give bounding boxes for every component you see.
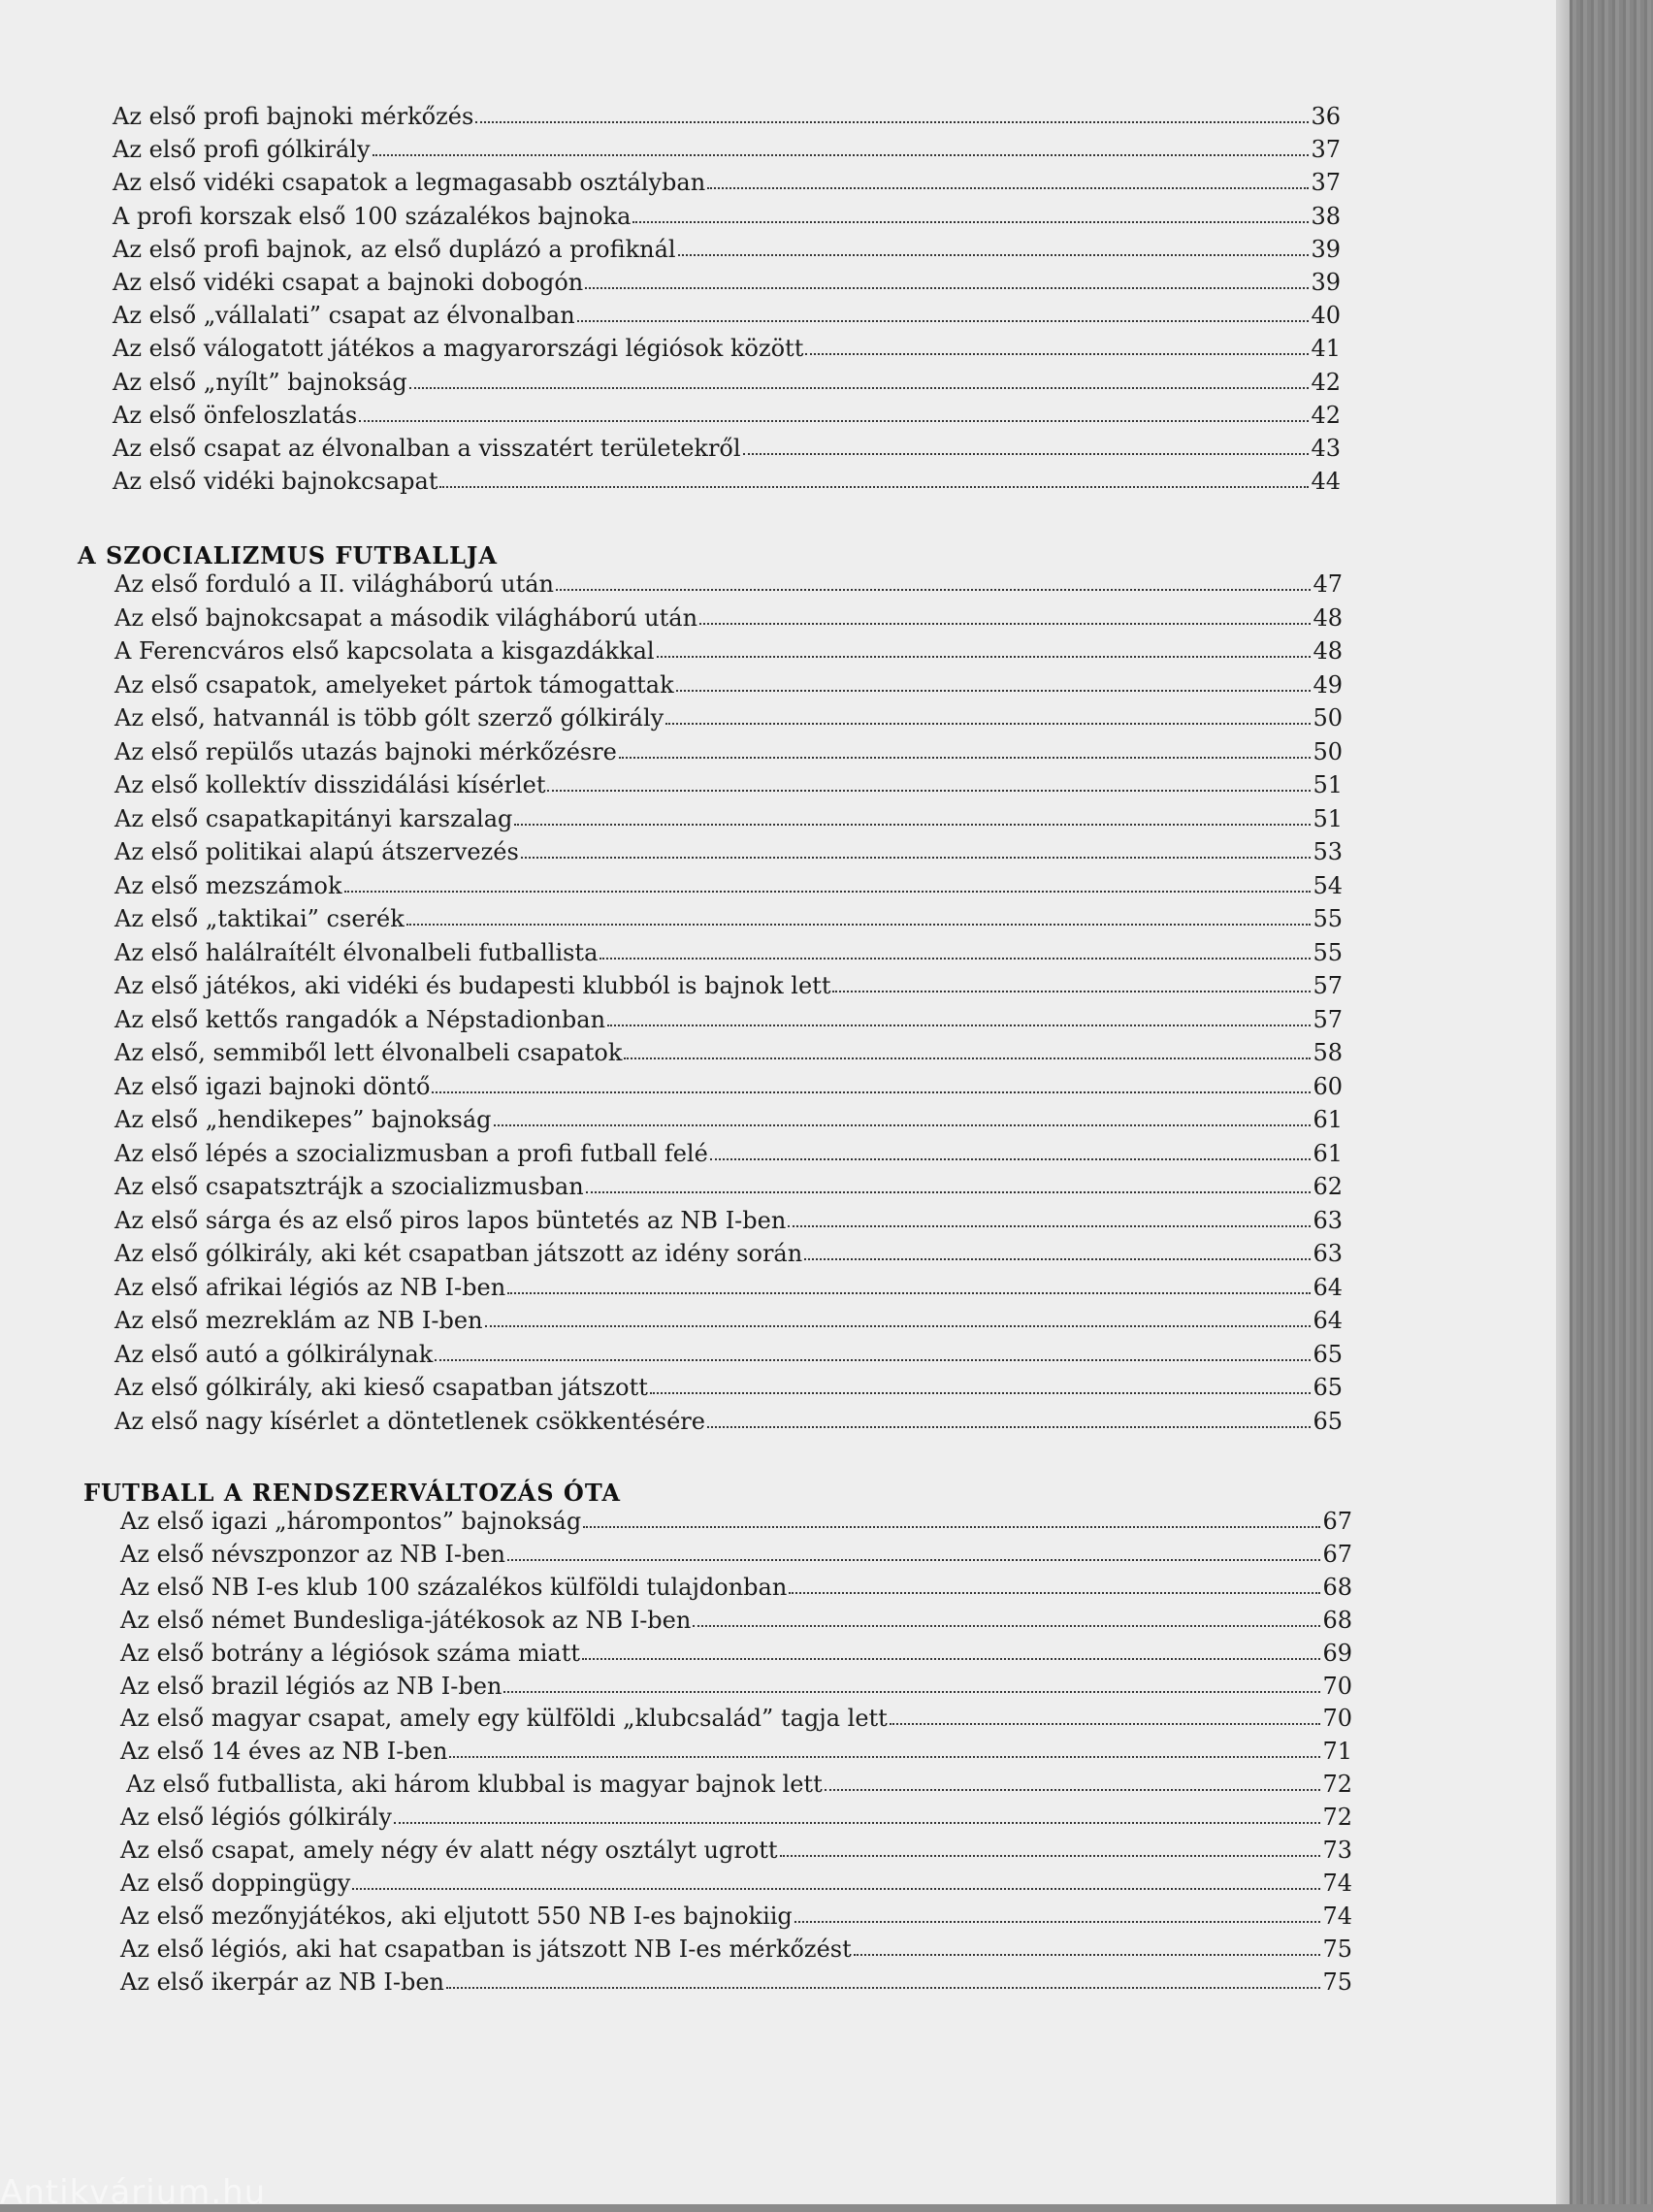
dot-leader	[710, 1158, 1312, 1160]
page-number: 43	[1311, 435, 1341, 462]
toc-entry	[120, 1568, 1352, 1601]
toc-entry	[126, 1765, 1352, 1798]
toc-entry	[120, 1667, 1352, 1700]
dot-leader	[432, 1091, 1311, 1093]
dot-leader	[832, 991, 1311, 992]
dot-leader	[699, 623, 1311, 625]
dot-leader	[577, 320, 1310, 322]
dot-leader	[805, 353, 1309, 355]
dot-leader	[707, 1426, 1311, 1428]
page-number: 67	[1322, 1508, 1352, 1535]
entry-title: Az első „vállalati” csapat az élvonalban	[113, 302, 575, 330]
dot-leader	[582, 1658, 1320, 1660]
dot-leader	[600, 958, 1311, 960]
entry-title: Az első, hatvannál is több gólt szerző gólkirály	[114, 704, 664, 732]
entry-title: Az első botrány a légiósok száma miatt	[120, 1639, 580, 1667]
page-number: 57	[1313, 972, 1343, 999]
entry-title: Az első légiós gólkirály	[120, 1804, 392, 1832]
page-number: 54	[1313, 871, 1343, 899]
page-number: 41	[1311, 335, 1341, 363]
entry-title: Az első játékos, aki vidéki és budapesti klubból is bajnok lett	[114, 972, 831, 999]
toc-entry	[113, 263, 1341, 296]
entry-title: Az első repülős utazás bajnoki mérkőzésre	[114, 737, 617, 765]
entry-title: Az első sárga és az első piros lapos büntetés az NB I-ben	[114, 1206, 787, 1234]
toc-entry	[114, 599, 1343, 632]
dot-leader	[619, 757, 1312, 759]
page-number: 44	[1311, 468, 1341, 496]
dot-leader	[507, 1559, 1320, 1561]
dot-leader	[507, 1292, 1311, 1294]
background-fabric	[1570, 0, 1653, 2204]
entry-title: Az első profi gólkirály	[113, 136, 371, 164]
page-number: 49	[1313, 670, 1343, 699]
page-number: 40	[1311, 302, 1341, 330]
entry-title: Az első autó a gólkirálynak	[114, 1340, 434, 1368]
entry-title: Az első forduló a II. világháború után	[114, 570, 554, 598]
entry-title: Az első „nyílt” bajnokság	[113, 368, 407, 396]
dot-leader	[439, 486, 1309, 488]
entry-title: Az első önfeloszlatás	[113, 401, 358, 429]
entry-title: Az első kettős rangadók a Népstadionban	[114, 1005, 606, 1033]
dot-leader	[373, 154, 1310, 156]
dot-leader	[665, 723, 1311, 725]
dot-leader	[825, 1789, 1321, 1791]
toc-entry	[114, 1067, 1343, 1100]
entry-title: Az első profi bajnok, az első duplázó a profiknál	[113, 235, 676, 263]
toc-entry	[114, 933, 1343, 966]
entry-title: Az első kollektív disszidálási kísérlet	[114, 771, 546, 798]
entry-title: Az első bajnokcsapat a második világháború után	[114, 603, 698, 632]
dot-leader	[514, 824, 1311, 826]
page-number: 72	[1322, 1771, 1352, 1799]
toc-entry	[114, 966, 1343, 999]
entry-title: Az első mezszámok	[114, 871, 342, 899]
entry-title: Az első NB I-es klub 100 százalékos külföldi tulajdonban	[120, 1573, 788, 1601]
dot-leader	[547, 790, 1311, 792]
page-number: 64	[1313, 1307, 1343, 1334]
entry-title: Az első mezőnyjátékos, aki eljutott 550 NB I-es bajnokiig	[120, 1902, 793, 1930]
page-number: 51	[1313, 804, 1343, 832]
page-number: 48	[1313, 637, 1343, 665]
section-title: FUTBALL A RENDSZERVÁLTOZÁS ÓTA	[83, 1479, 622, 1507]
toc-entry	[114, 1201, 1343, 1234]
dot-leader	[449, 1756, 1320, 1758]
entry-title: Az első vidéki bajnokcsapat	[113, 468, 438, 496]
dot-leader	[657, 656, 1312, 658]
entry-title: Az első vidéki csapatok a legmagasabb osztályban	[113, 169, 706, 197]
page-number: 57	[1313, 1005, 1343, 1033]
dot-leader	[521, 857, 1312, 859]
toc-entry	[120, 1634, 1352, 1667]
entry-title: Az első vidéki csapat a bajnoki dobogón	[113, 269, 584, 296]
entry-title: Az első igazi „hárompontos” bajnokság	[120, 1508, 582, 1535]
toc-entry	[113, 163, 1341, 196]
dot-leader	[632, 221, 1309, 223]
dot-leader	[607, 1025, 1311, 1026]
dot-leader	[359, 420, 1309, 422]
entry-title: Az első brazil légiós az NB I-ben	[120, 1672, 502, 1700]
dot-leader	[743, 453, 1310, 455]
toc-entry	[114, 765, 1343, 798]
toc-entry	[114, 1335, 1343, 1368]
page-number: 61	[1313, 1139, 1343, 1167]
entry-title: Az első magyar csapat, amely egy külföldi „klubcsalád” tagja lett	[120, 1705, 888, 1733]
page-number: 39	[1311, 269, 1341, 296]
toc-entry	[114, 1301, 1343, 1334]
page-number: 37	[1311, 136, 1341, 164]
toc-entry	[113, 296, 1341, 329]
page-number: 58	[1313, 1039, 1343, 1066]
dot-leader	[435, 1359, 1311, 1361]
dot-leader	[446, 1987, 1320, 1989]
page-number: 37	[1311, 169, 1341, 197]
page-number: 63	[1313, 1206, 1343, 1234]
entry-title: Az első doppingügy	[120, 1869, 351, 1897]
page-number: 55	[1313, 905, 1343, 932]
toc-entry	[113, 130, 1341, 163]
page-number: 63	[1313, 1240, 1343, 1267]
page-number: 72	[1322, 1804, 1352, 1832]
dot-leader	[556, 589, 1311, 591]
page-number: 42	[1311, 368, 1341, 396]
toc-entry	[114, 565, 1343, 598]
toc-entry	[114, 1268, 1343, 1301]
toc-entry	[114, 666, 1343, 699]
page-number: 67	[1322, 1540, 1352, 1568]
page-number: 71	[1322, 1738, 1352, 1766]
toc-entry	[114, 1167, 1343, 1200]
toc-entry	[120, 1732, 1352, 1765]
page-number: 74	[1322, 1902, 1352, 1930]
page-number: 74	[1322, 1869, 1352, 1897]
page-number: 61	[1313, 1106, 1343, 1133]
toc-entry	[114, 632, 1343, 665]
toc-entry	[113, 197, 1341, 230]
page-number: 42	[1311, 401, 1341, 429]
dot-leader	[678, 254, 1310, 256]
dot-leader	[409, 387, 1310, 389]
entry-title: A profi korszak első 100 százalékos bajnoka	[113, 202, 632, 230]
toc-entry	[114, 1000, 1343, 1033]
entry-title: Az első légiós, aki hat csapatban is játszott NB I-es mérkőzést	[120, 1935, 852, 1963]
toc-entry	[120, 1601, 1352, 1634]
toc-entry	[120, 1798, 1352, 1831]
entry-title: Az első „hendikepes” bajnokság	[114, 1106, 492, 1133]
page-number: 55	[1313, 938, 1343, 966]
toc-entry	[120, 1963, 1352, 1996]
entry-title: Az első ikerpár az NB I-ben	[120, 1968, 445, 1996]
toc-entry	[120, 1535, 1352, 1568]
toc-entry	[113, 230, 1341, 263]
toc-entry	[113, 396, 1341, 429]
watermark: Antikvárium.hu	[0, 2173, 267, 2212]
page-number: 65	[1313, 1340, 1343, 1368]
page-number: 51	[1313, 771, 1343, 798]
toc-entry	[114, 866, 1343, 899]
page-number: 73	[1322, 1837, 1352, 1864]
dot-leader	[585, 287, 1309, 289]
dot-leader	[789, 1592, 1320, 1594]
entry-title: Az első csapatkapitányi karszalag	[114, 804, 513, 832]
page-number: 60	[1313, 1072, 1343, 1100]
page-number: 64	[1313, 1273, 1343, 1301]
entry-title: Az első „taktikai” cserék	[114, 905, 405, 932]
entry-title: Az első nagy kísérlet a döntetlenek csökkentésére	[114, 1407, 705, 1435]
entry-title: Az első 14 éves az NB I-ben	[120, 1738, 448, 1766]
entry-title: A Ferencváros első kapcsolata a kisgazdákkal	[114, 637, 655, 665]
toc-entry	[114, 1402, 1343, 1435]
dot-leader	[650, 1392, 1312, 1394]
dot-leader	[586, 1191, 1312, 1193]
page-number: 69	[1322, 1639, 1352, 1667]
toc-entry	[114, 699, 1343, 732]
entry-title: Az első névszponzor az NB I-ben	[120, 1540, 505, 1568]
entry-title: Az első csapat, amely négy év alatt négy osztályt ugrott	[120, 1837, 778, 1864]
toc-entry	[113, 329, 1341, 362]
page-number: 50	[1313, 704, 1343, 732]
entry-title: Az első gólkirály, aki kieső csapatban játszott	[114, 1374, 648, 1401]
toc-entry	[114, 1134, 1343, 1167]
page-number: 38	[1311, 202, 1341, 230]
page-number: 53	[1313, 838, 1343, 865]
section-title: A SZOCIALIZMUS FUTBALLJA	[78, 541, 498, 569]
entry-title: Az első lépés a szocializmusban a profi futball felé	[114, 1139, 708, 1167]
page-number: 70	[1322, 1672, 1352, 1700]
dot-leader	[406, 924, 1312, 926]
dot-leader	[788, 1225, 1311, 1227]
page-number: 36	[1311, 103, 1341, 130]
dot-leader	[344, 891, 1312, 893]
entry-title: Az első csapat az élvonalban a visszatért területekről	[113, 435, 741, 462]
page-number: 39	[1311, 235, 1341, 263]
dot-leader	[475, 121, 1309, 123]
toc-entry	[113, 462, 1341, 495]
toc-entry	[114, 899, 1343, 932]
toc-entry	[113, 429, 1341, 462]
toc-entry	[120, 1897, 1352, 1930]
page-number: 70	[1322, 1705, 1352, 1733]
entry-title: Az első afrikai légiós az NB I-ben	[114, 1273, 506, 1301]
dot-leader	[394, 1822, 1321, 1824]
page-number: 62	[1313, 1173, 1343, 1200]
dot-leader	[676, 690, 1312, 692]
page-number: 48	[1313, 603, 1343, 632]
page-number: 75	[1322, 1935, 1352, 1963]
dot-leader	[503, 1691, 1320, 1693]
toc-entry	[114, 1100, 1343, 1133]
entry-title: Az első futballista, aki három klubbal is magyar bajnok lett	[126, 1771, 823, 1799]
toc-entry	[120, 1831, 1352, 1864]
toc-entry	[114, 1033, 1343, 1066]
toc-entry	[120, 1930, 1352, 1963]
entry-title: Az első halálraítélt élvonalbeli futballista	[114, 938, 599, 966]
toc-entry	[114, 832, 1343, 865]
entry-title: Az első profi bajnoki mérkőzés	[113, 103, 474, 130]
dot-leader	[780, 1855, 1321, 1857]
toc-entry	[120, 1699, 1352, 1732]
toc-entry	[113, 363, 1341, 396]
dot-leader	[485, 1325, 1312, 1327]
entry-title: Az első, semmiből lett élvonalbeli csapatok	[114, 1039, 623, 1066]
dot-leader	[707, 187, 1309, 189]
page-number: 65	[1313, 1374, 1343, 1401]
entry-title: Az első csapatsztrájk a szocializmusban	[114, 1173, 584, 1200]
page-number: 68	[1322, 1573, 1352, 1601]
page-number: 68	[1322, 1606, 1352, 1634]
toc-entry	[114, 1234, 1343, 1267]
entry-title: Az első mezreklám az NB I-ben	[114, 1307, 483, 1334]
dot-leader	[854, 1954, 1321, 1956]
entry-title: Az első gólkirály, aki két csapatban játszott az idény során	[114, 1240, 803, 1267]
dot-leader	[693, 1625, 1320, 1627]
page-number: 75	[1322, 1968, 1352, 1996]
entry-title: Az első igazi bajnoki döntő	[114, 1072, 431, 1100]
entry-title: Az első német Bundesliga-játékosok az NB I-ben	[120, 1606, 692, 1634]
toc-entry	[114, 1368, 1343, 1401]
dot-leader	[804, 1258, 1311, 1260]
entry-title: Az első válogatott játékos a magyarországi légiósok között	[113, 335, 804, 363]
toc-entry	[120, 1864, 1352, 1897]
dot-leader	[624, 1057, 1311, 1059]
dot-leader	[794, 1921, 1321, 1923]
toc-entry	[120, 1502, 1352, 1535]
dot-leader	[494, 1124, 1312, 1126]
dot-leader	[352, 1888, 1320, 1890]
toc-entry	[114, 732, 1343, 765]
page-number: 65	[1313, 1407, 1343, 1435]
page-number: 47	[1313, 570, 1343, 598]
page-number: 50	[1313, 737, 1343, 765]
page-edge	[1556, 0, 1570, 2204]
dot-leader	[890, 1723, 1321, 1725]
entry-title: Az első politikai alapú átszervezés	[114, 838, 519, 865]
dot-leader	[583, 1526, 1320, 1528]
entry-title: Az első csapatok, amelyeket pártok támogattak	[114, 670, 674, 699]
toc-entry	[114, 799, 1343, 832]
toc-entry	[113, 97, 1341, 130]
